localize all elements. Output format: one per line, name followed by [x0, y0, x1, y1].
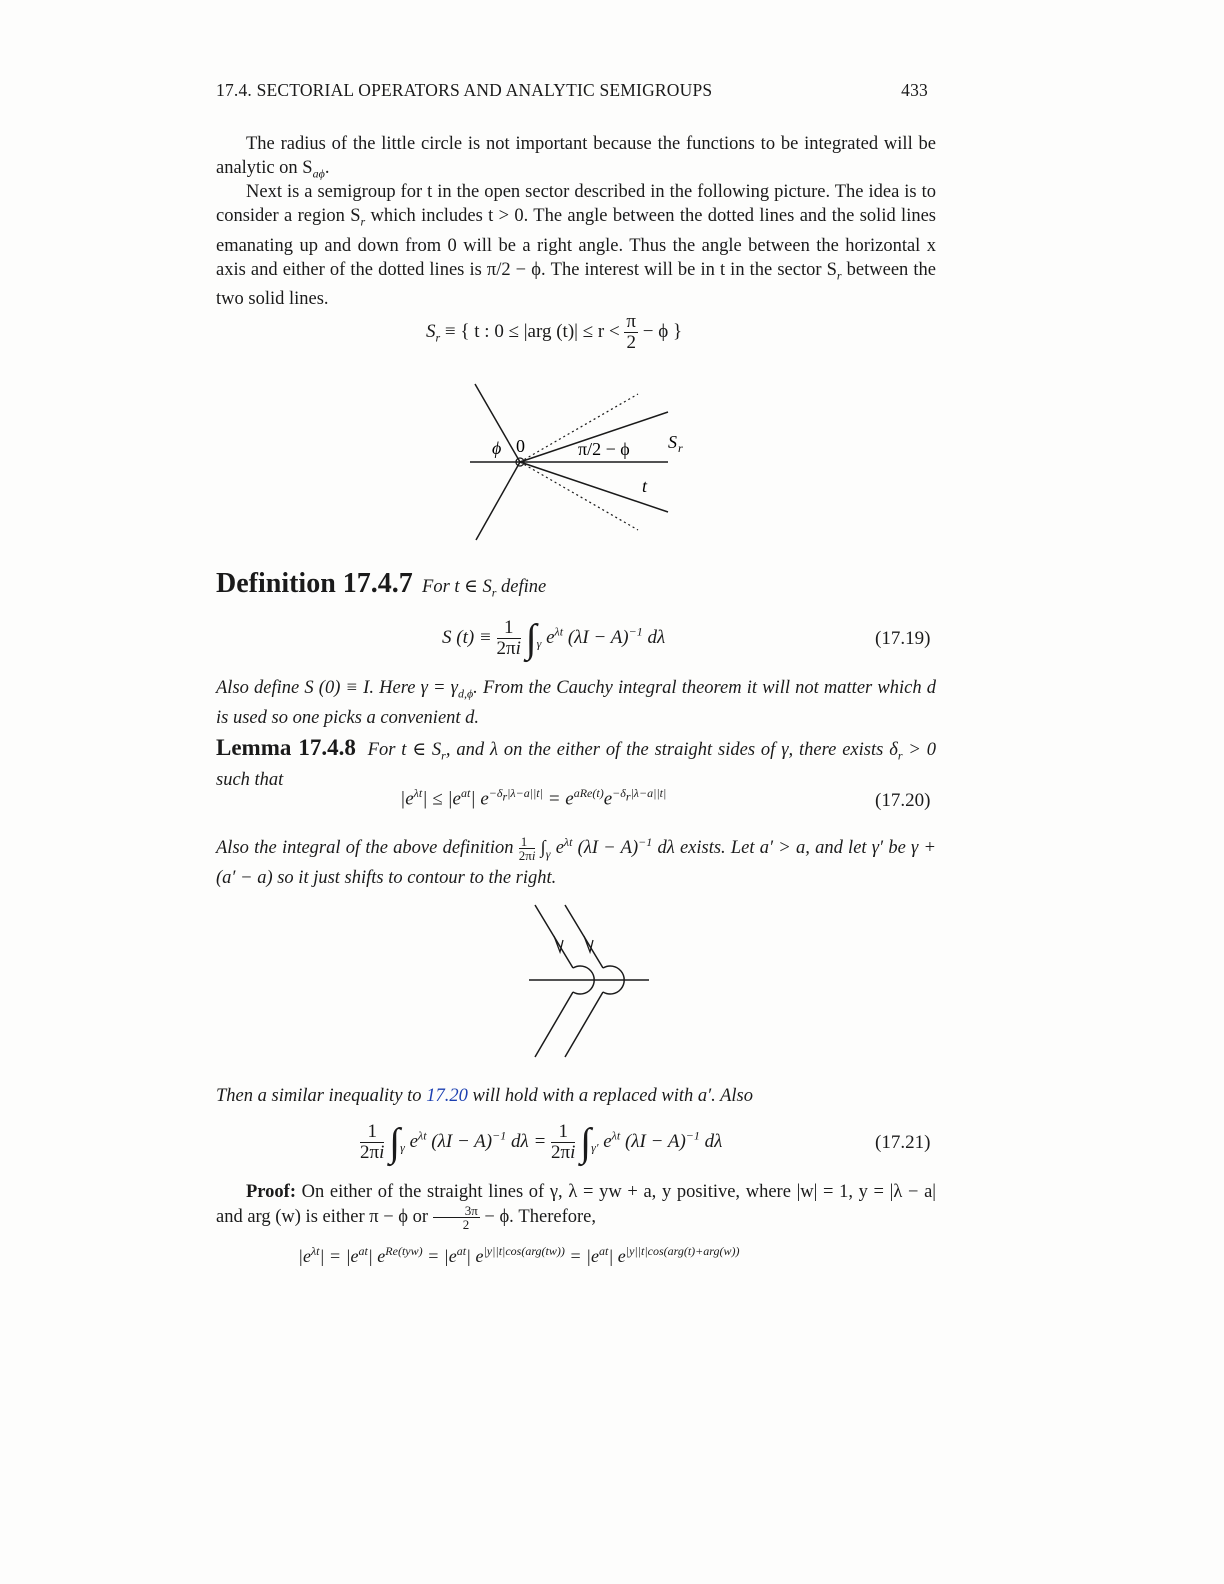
equation-17-20-number: (17.20) [875, 790, 931, 811]
phi-label: ϕ [492, 438, 502, 458]
lemma-statement [216, 736, 936, 792]
definition-intro-end: define [496, 577, 547, 597]
gamma-prime-lower-line [565, 992, 603, 1057]
lemma-after-a: Also the integral of the above definition [216, 838, 514, 859]
equation-reference-link[interactable]: 17.20 [426, 1086, 468, 1106]
definition-heading [216, 568, 936, 605]
sector-equation [426, 312, 682, 353]
definition-after-b: . From the Cauchy integral theorem it will not matter which d is used so one picks a convenient d. [216, 678, 936, 728]
sr-sub-label: r [678, 441, 683, 455]
equation-17-21-number: (17.21) [875, 1132, 931, 1153]
then-text [216, 1084, 936, 1108]
lemma-after-b: exists. Let a′ > a, and let γ′ be γ + (a′ − a) so it just shifts to contour to the right. [216, 838, 937, 888]
definition-after-a: Also define S (0) ≡ I. Here γ = γ [216, 678, 458, 698]
lemma-text-sub2: r [897, 748, 903, 763]
proof-label: Proof: [246, 1182, 296, 1202]
definition-label: Definition 17.4.7 [216, 568, 413, 599]
contour-figure [525, 900, 655, 1060]
angle-label: π/2 − ϕ [578, 439, 630, 459]
sector-eq-right: − ϕ } [638, 320, 683, 342]
running-header [216, 78, 936, 102]
lemma-text-a: For t ∈ S [367, 740, 442, 760]
t-label: t [642, 476, 648, 496]
definition-intro: For t ∈ S [422, 577, 492, 597]
definition-intro-sub: r [491, 585, 497, 600]
sr-label: S [668, 432, 677, 452]
sector-eq-sub: r [435, 330, 441, 345]
paragraph-2-text-c: between the two solid lines. [216, 259, 936, 310]
equation-17-19: S (t) ≡ $\frac{1}{2\pi i}$ $\int_\gamma$ $e^{\lambda t}$ $(\lambda I - A)^{-1}$ dλ [442, 615, 666, 661]
equation-17-20: $|e^{\lambda t}| \le |e^{at}|$ $e^{-\delta_r|\lambda-a||t|} = e^{aRe(t)}e^{-\delta_r|\lambda-a||t|}$ [400, 786, 667, 810]
equation-17-21: $\frac{1}{2\pi i}$ $\int_\gamma$ $e^{\lambda t}$ $(\lambda I - A)^{-1}$ dλ = $\frac{1}{2\pi i}$ $\int_{\gamma'}$ $e^{\lambda t}$ $(\lambda I - A)^{-1}$ dλ [360, 1119, 723, 1165]
sector-figure [460, 380, 700, 545]
section-title: 17.4. SECTORIAL OPERATORS AND ANALYTIC SEMIGROUPS [216, 80, 713, 100]
sector-eq-mid: ≡ { t : 0 ≤ |arg (t)| ≤ r < [440, 320, 625, 342]
solid-line-down-left [476, 462, 520, 540]
lemma-text-sub: r [441, 748, 446, 763]
sector-eq-num: π [626, 311, 637, 332]
proof-text-b: − ϕ. Therefore, [479, 1206, 596, 1227]
definition-after-sub: d,ϕ [457, 686, 474, 701]
lemma-text-c: > 0 such that [216, 740, 937, 790]
paragraph-1-subscript: aϕ [312, 166, 325, 181]
equation-17-19-number: (17.19) [875, 628, 931, 649]
definition-after [216, 676, 936, 730]
page-number: 433 [901, 80, 928, 100]
proof-text-a: On either of the straight lines of γ, λ = yw + a, y positive, where |w| = 1, y = |λ − a| and arg (w) is either π − ϕ or [216, 1182, 936, 1227]
proof-paragraph: Proof: On either of the straight lines of γ, λ = yw + a, y positive, where |w| = 1, y = |λ − a| and arg (w) is either π − ϕ or $\frac{3\pi}{2}$ − ϕ. Therefore, [216, 1182, 936, 1232]
sector-eq-fraction [624, 312, 638, 353]
sector-eq-left: S [426, 320, 436, 342]
lemma-after: Also the integral of the above definition $\frac{1}{2\pi i}$ $\int_\gamma$ $e^{\lambda t}$ $(\lambda I - A)^{-1}$ dλ exists. Let a′ > a, and let γ′ be γ + (a′ − a) so it just shifts to contour to the right. [216, 834, 937, 888]
paragraph-2 [216, 180, 936, 311]
then-text-a: Then a similar inequality to [216, 1086, 427, 1106]
paragraph-2-sub-b: r [836, 268, 842, 283]
gamma-lower-line [535, 992, 573, 1057]
sector-eq-den: 2 [626, 332, 636, 353]
final-equation: $|e^{\lambda t}| = |e^{at}|$ $e^{Re(tyw)} = |e^{at}|$ $e^{|y||t|cos(arg(tw))} = |e^{at}|$ $e^{|y||t|cos(arg(t)+arg(w))}$ [298, 1244, 740, 1266]
paragraph-2-text-a: Next is a semigroup for t in the open sector described in the following picture. The idea is to consider a region S [216, 182, 936, 226]
paragraph-1 [216, 132, 936, 186]
paragraph-1-text: The radius of the little circle is not important because the functions to be integrated will be analytic on S [216, 134, 936, 178]
then-text-b: will hold with a replaced with a′. Also [467, 1086, 753, 1106]
zero-label: 0 [516, 436, 525, 456]
lemma-text-b: , and λ on the either of the straight sides of γ, there exists δ [445, 740, 898, 760]
paragraph-2-text-b: which includes t > 0. The angle between the dotted lines and the solid lines emanating up and down from 0 will be a right angle. Thus the angle between the horizontal x axis and either of the dotted lines is π/2 − ϕ. The interest will be in t in the sector S [216, 206, 937, 280]
lemma-label: Lemma 17.4.8 [216, 735, 356, 760]
paragraph-2-sub-a: r [360, 214, 366, 229]
paragraph-1-end: . [324, 158, 330, 178]
